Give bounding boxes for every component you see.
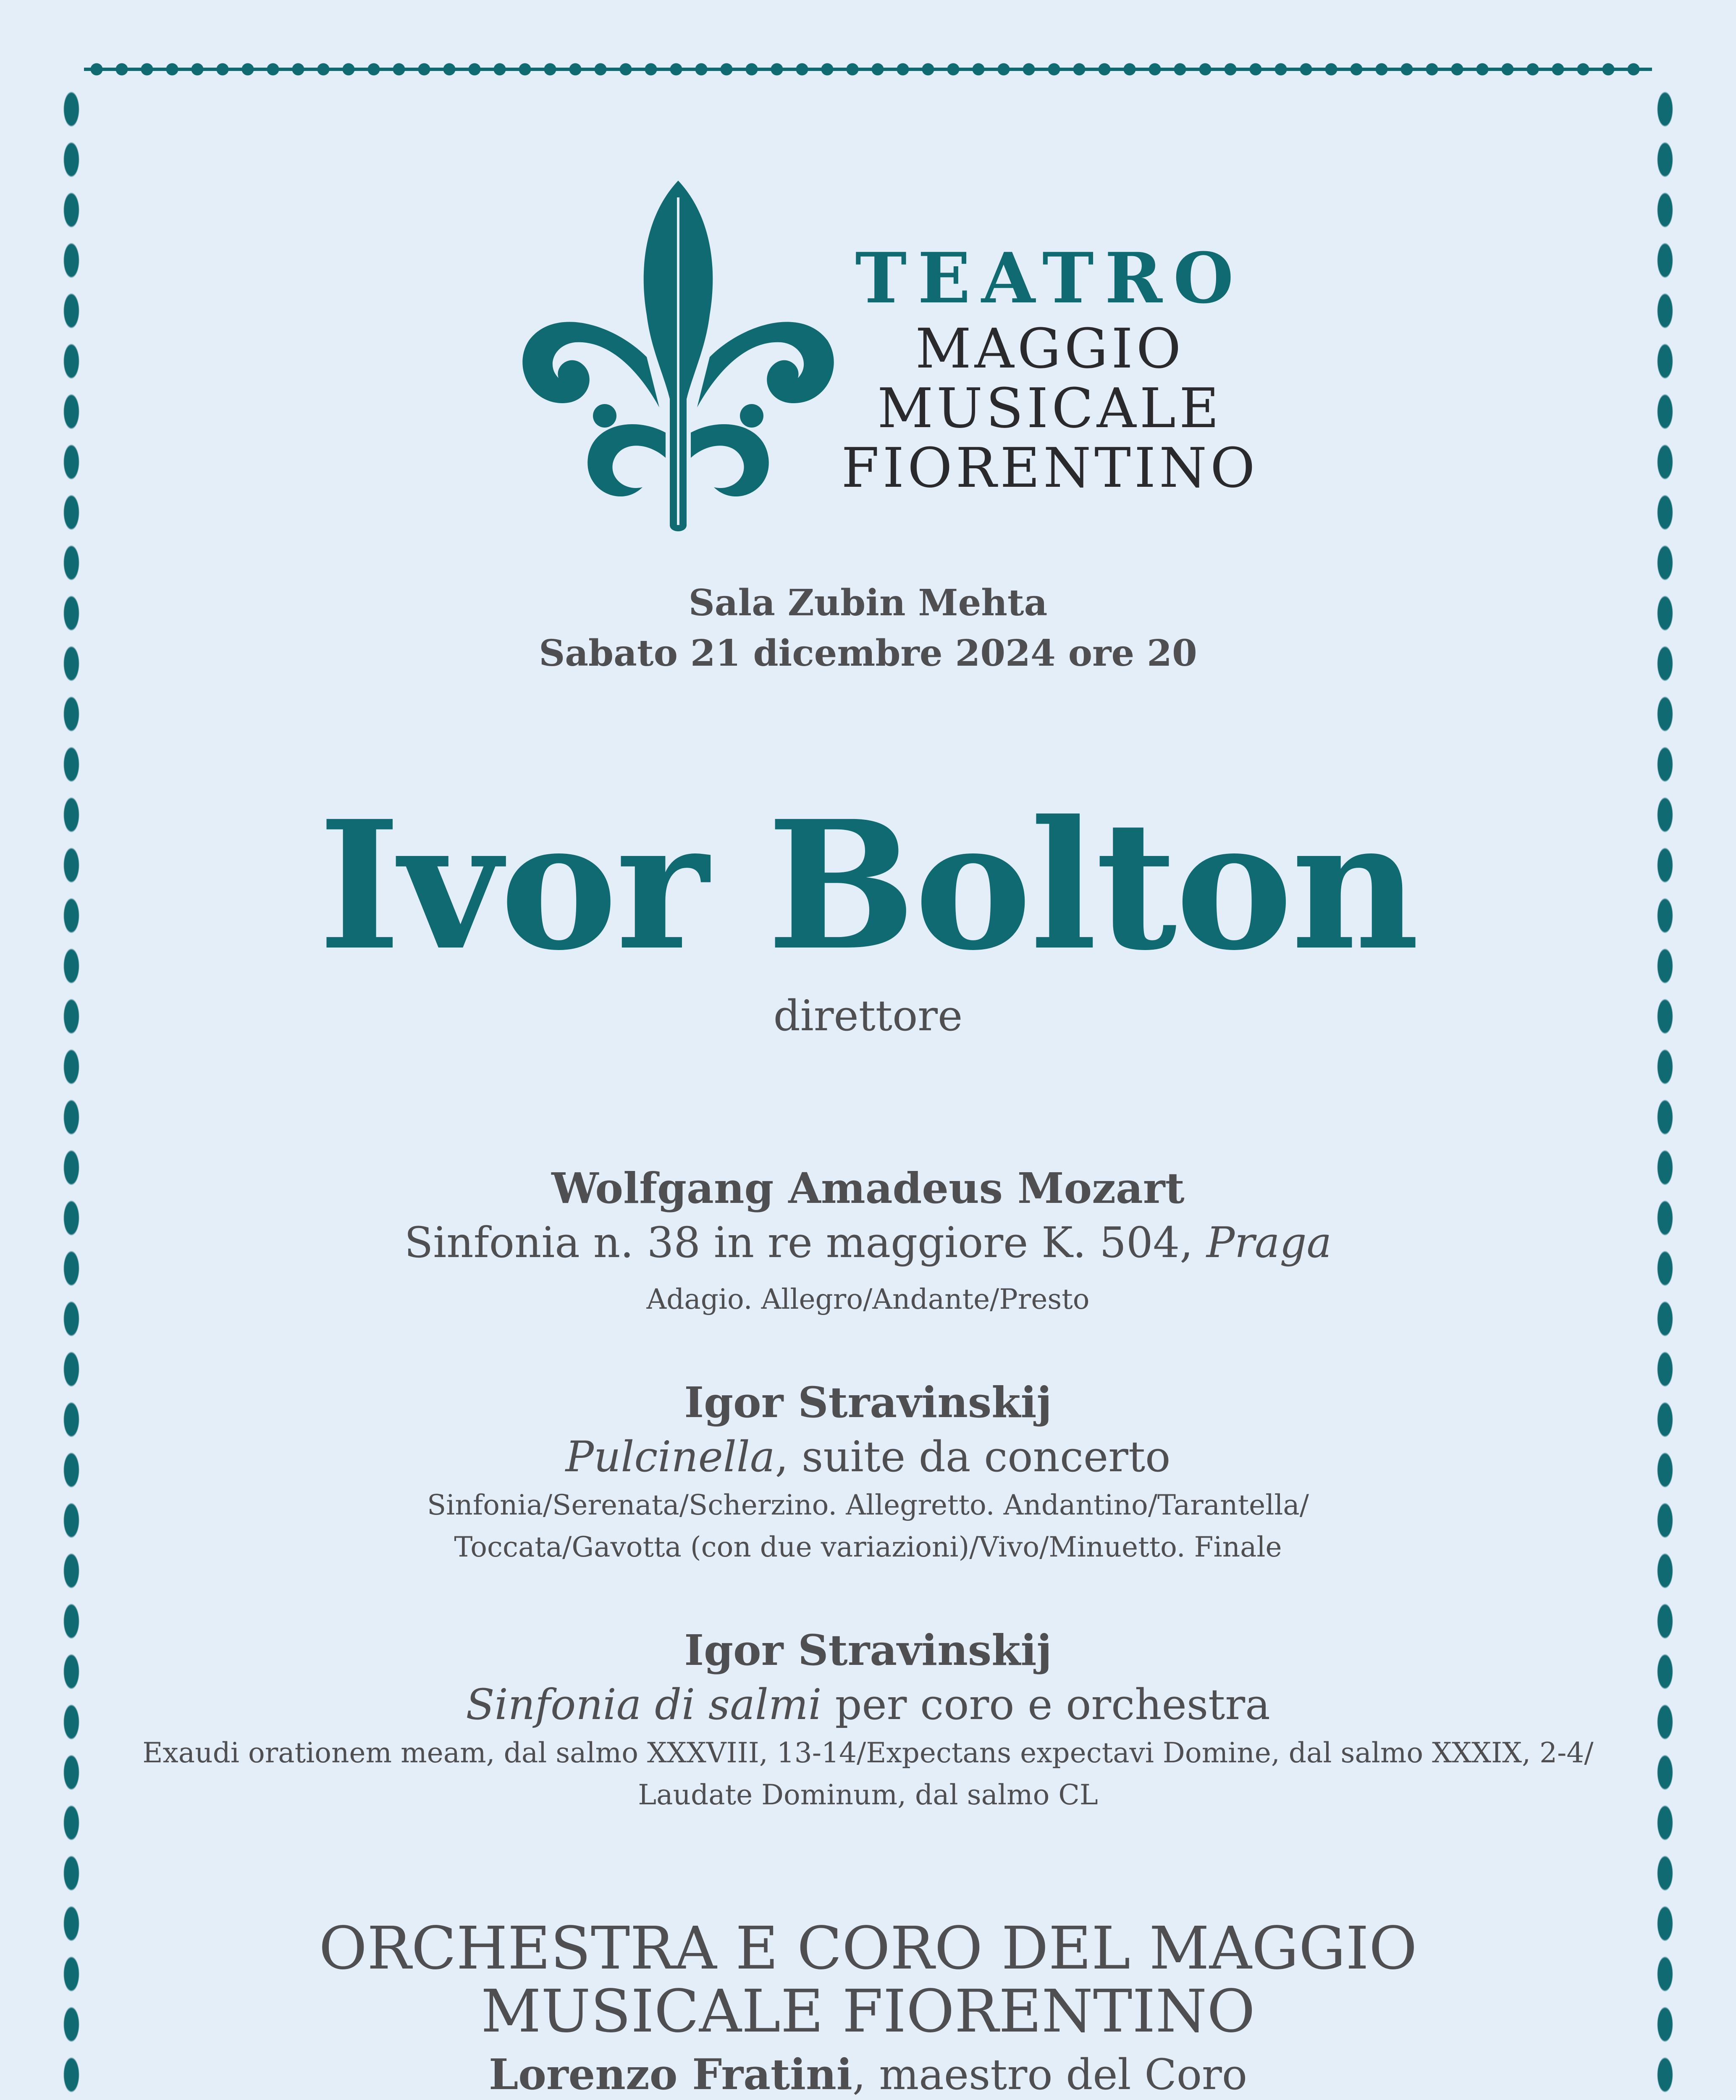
composer-1: Wolfgang Amadeus Mozart <box>551 1163 1185 1213</box>
composer-3: Igor Stravinskij <box>684 1625 1052 1675</box>
logo-fiorentino: FIORENTINO <box>841 436 1259 500</box>
logo-maggio: MAGGIO <box>915 317 1185 381</box>
theatre-logo <box>521 181 1277 559</box>
logo-musicale: MUSICALE <box>877 376 1222 440</box>
venue: Sala Zubin Mehta <box>688 582 1048 624</box>
movements-3-line-1: Exaudi orationem meam, dal salmo XXXVIII, 13-14/Expectans expectavi Domine, dal salmo XXXIX, 2-4/ <box>142 1737 1594 1769</box>
event-date: Sabato 21 dicembre 2024 ore 20 <box>539 632 1197 675</box>
work-3: Sinfonia di salmi per coro e orchestra <box>466 1680 1270 1729</box>
movements-3-line-2: Laudate Dominum, dal salmo CL <box>638 1779 1098 1811</box>
work-2: Pulcinella, suite da concerto <box>565 1432 1171 1481</box>
fleur-de-lis-icon <box>521 181 836 538</box>
decorative-border-top <box>84 57 1652 82</box>
movements-1: Adagio. Allegro/Andante/Presto <box>646 1283 1090 1315</box>
work-1: Sinfonia n. 38 in re maggiore K. 504, Praga <box>404 1218 1332 1267</box>
movements-2-line-1: Sinfonia/Serenata/Scherzino. Allegretto. Andantino/Tarantella/ <box>427 1489 1309 1521</box>
ensemble-line-1: ORCHESTRA E CORO DEL MAGGIO <box>319 1914 1417 1983</box>
composer-2: Igor Stravinskij <box>684 1378 1052 1427</box>
movements-2-line-2: Toccata/Gavotta (con due variazioni)/Vivo/Minuetto. Finale <box>454 1531 1282 1563</box>
logo-teatro: TEATRO <box>855 237 1245 319</box>
conductor-role: direttore <box>773 991 963 1040</box>
conductor-name: Ivor Bolton <box>318 782 1418 990</box>
chorus-master: Lorenzo Fratini, maestro del Coro <box>488 2050 1248 2099</box>
ensemble-line-2: MUSICALE FIORENTINO <box>481 1977 1255 2046</box>
